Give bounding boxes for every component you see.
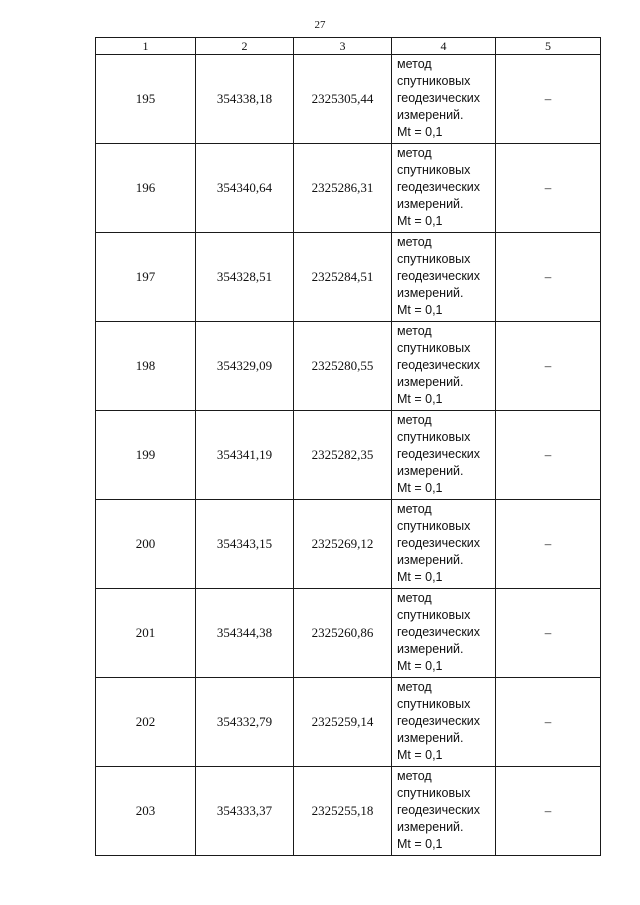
coordinates-table (95, 37, 601, 856)
table-header (96, 38, 601, 55)
y-coordinate-cell: 2325259,14 (294, 678, 392, 767)
method-cell (392, 55, 496, 144)
method-line: спутниковых (397, 74, 471, 88)
method-cell (392, 678, 496, 767)
y-coordinate-cell: 2325260,86 (294, 589, 392, 678)
header-col-2: 2 (196, 38, 294, 55)
table-row (96, 55, 601, 144)
method-line: геодезических (397, 447, 481, 461)
note-cell: – (496, 767, 601, 856)
method-line: метод (397, 502, 432, 516)
x-coordinate-cell: 354328,51 (196, 233, 294, 322)
table-row (96, 589, 601, 678)
y-coordinate-cell: 2325280,55 (294, 322, 392, 411)
method-line: измерений. (397, 286, 464, 300)
method-line: спутниковых (397, 608, 471, 622)
method-line: геодезических (397, 625, 481, 639)
method-line: геодезических (397, 536, 481, 550)
method-line: измерений. (397, 108, 464, 122)
point-number-cell: 196 (96, 144, 196, 233)
method-line: измерений. (397, 642, 464, 656)
note-cell: – (496, 411, 601, 500)
x-coordinate-cell: 354343,15 (196, 500, 294, 589)
method-line: Mt = 0,1 (397, 748, 443, 762)
table-row (96, 233, 601, 322)
point-number-cell: 201 (96, 589, 196, 678)
point-number-cell: 198 (96, 322, 196, 411)
method-cell (392, 322, 496, 411)
table-row (96, 411, 601, 500)
method-line: метод (397, 324, 432, 338)
method-line: Mt = 0,1 (397, 303, 443, 317)
y-coordinate-cell: 2325282,35 (294, 411, 392, 500)
method-line: спутниковых (397, 697, 471, 711)
method-line: измерений. (397, 197, 464, 211)
point-number-cell: 200 (96, 500, 196, 589)
table-body (96, 55, 601, 856)
point-number-cell: 203 (96, 767, 196, 856)
table-row (96, 144, 601, 233)
method-line: Mt = 0,1 (397, 214, 443, 228)
method-line: спутниковых (397, 786, 471, 800)
note-cell: – (496, 144, 601, 233)
method-line: метод (397, 769, 432, 783)
method-line: метод (397, 146, 432, 160)
method-line: Mt = 0,1 (397, 837, 443, 851)
method-line: Mt = 0,1 (397, 392, 443, 406)
x-coordinate-cell: 354341,19 (196, 411, 294, 500)
method-cell (392, 500, 496, 589)
method-cell (392, 411, 496, 500)
method-line: спутниковых (397, 519, 471, 533)
x-coordinate-cell: 354329,09 (196, 322, 294, 411)
note-cell: – (496, 55, 601, 144)
y-coordinate-cell: 2325305,44 (294, 55, 392, 144)
y-coordinate-cell: 2325255,18 (294, 767, 392, 856)
method-line: метод (397, 680, 432, 694)
header-col-5: 5 (496, 38, 601, 55)
method-line: геодезических (397, 714, 481, 728)
method-line: спутниковых (397, 341, 471, 355)
y-coordinate-cell: 2325286,31 (294, 144, 392, 233)
method-line: Mt = 0,1 (397, 659, 443, 673)
method-line: геодезических (397, 803, 481, 817)
method-line: Mt = 0,1 (397, 125, 443, 139)
method-line: спутниковых (397, 163, 471, 177)
method-cell (392, 767, 496, 856)
x-coordinate-cell: 354332,79 (196, 678, 294, 767)
method-cell (392, 144, 496, 233)
note-cell: – (496, 678, 601, 767)
method-line: измерений. (397, 820, 464, 834)
x-coordinate-cell: 354338,18 (196, 55, 294, 144)
table-row (96, 678, 601, 767)
method-line: измерений. (397, 553, 464, 567)
method-line: измерений. (397, 464, 464, 478)
note-cell: – (496, 322, 601, 411)
method-line: спутниковых (397, 430, 471, 444)
method-line: Mt = 0,1 (397, 481, 443, 495)
page-number: 27 (314, 19, 326, 31)
point-number-cell: 197 (96, 233, 196, 322)
method-cell (392, 233, 496, 322)
note-cell: – (496, 500, 601, 589)
method-line: геодезических (397, 358, 481, 372)
method-line: спутниковых (397, 252, 471, 266)
method-line: метод (397, 413, 432, 427)
note-cell: – (496, 589, 601, 678)
header-row (96, 38, 601, 55)
table-row (96, 500, 601, 589)
method-line: геодезических (397, 180, 481, 194)
method-line: измерений. (397, 731, 464, 745)
method-line: метод (397, 235, 432, 249)
header-col-3: 3 (294, 38, 392, 55)
method-line: метод (397, 591, 432, 605)
point-number-cell: 202 (96, 678, 196, 767)
header-col-1: 1 (96, 38, 196, 55)
y-coordinate-cell: 2325269,12 (294, 500, 392, 589)
point-number-cell: 199 (96, 411, 196, 500)
method-line: метод (397, 57, 432, 71)
method-cell (392, 589, 496, 678)
y-coordinate-cell: 2325284,51 (294, 233, 392, 322)
note-cell: – (496, 233, 601, 322)
table-row (96, 322, 601, 411)
header-col-4: 4 (392, 38, 496, 55)
table-row (96, 767, 601, 856)
method-line: геодезических (397, 269, 481, 283)
method-line: Mt = 0,1 (397, 570, 443, 584)
x-coordinate-cell: 354333,37 (196, 767, 294, 856)
method-line: геодезических (397, 91, 481, 105)
x-coordinate-cell: 354340,64 (196, 144, 294, 233)
x-coordinate-cell: 354344,38 (196, 589, 294, 678)
method-line: измерений. (397, 375, 464, 389)
point-number-cell: 195 (96, 55, 196, 144)
